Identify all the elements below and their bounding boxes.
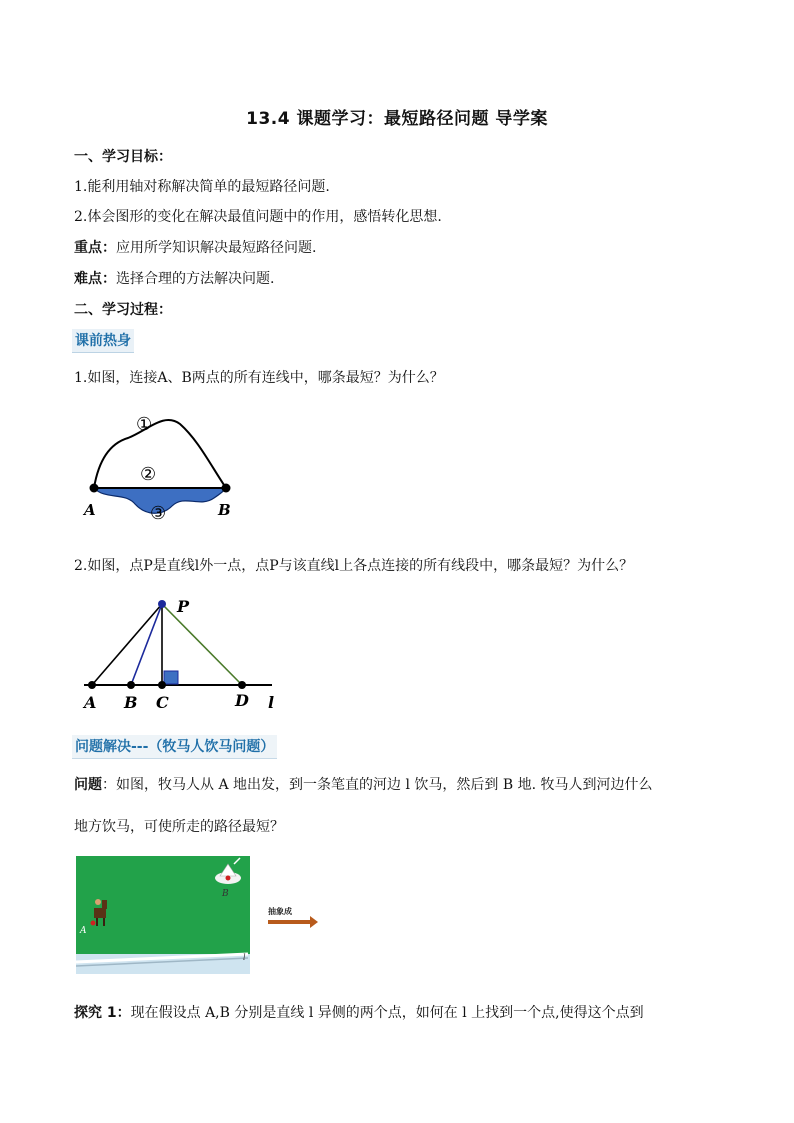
label-b3: B <box>222 889 229 899</box>
question-1: 1.如图，连接A、B两点的所有连线中，哪条最短？为什么？ <box>74 370 444 386</box>
section-heading-process: 二、学习过程： <box>74 302 172 318</box>
point-p <box>158 600 166 608</box>
explore-text: 现在假设点 A,B 分别是直线 l 异侧的两个点，如何在 l 上找到一个点,使得这个点到 <box>130 1005 644 1021</box>
key-point-label: 重点： <box>74 240 116 256</box>
key-point-text: 应用所学知识解决最短路径问题. <box>116 240 317 256</box>
label-a2: A <box>84 693 97 712</box>
horse-start-dot <box>91 921 96 926</box>
difficulty-point <box>74 268 274 288</box>
problem-line-1 <box>74 774 652 794</box>
arrow-icon <box>268 916 318 928</box>
label-c: C <box>156 693 169 712</box>
difficulty-text: 选择合理的方法解决问题. <box>116 271 275 287</box>
segment-pa <box>92 604 162 685</box>
label-path-1: ① <box>136 414 153 435</box>
label-d: D <box>235 691 249 710</box>
point-d <box>238 681 246 689</box>
point-b <box>222 484 231 493</box>
label-a: A <box>84 501 96 519</box>
label-path-2: ② <box>140 464 157 485</box>
label-l: l <box>268 693 275 712</box>
warmup-tag: 课前热身 <box>72 329 134 353</box>
problem-text-1: ：如图，牧马人从 A 地出发，到一条笔直的河边 l 饮马，然后到 B 地. 牧马人到河边什么 <box>102 777 653 793</box>
path-1-curve <box>94 420 226 488</box>
problem-tag: 问题解决---（牧马人饮马问题） <box>72 735 277 759</box>
label-l3: l <box>243 953 246 962</box>
figure-horse-drinking <box>76 856 326 978</box>
goal-item-2: 2.体会图形的变化在解决最值问题中的作用，感悟转化思想. <box>74 209 442 225</box>
point-a2 <box>88 681 96 689</box>
key-point <box>74 237 316 257</box>
explore-1 <box>74 1002 644 1022</box>
section-heading-goals: 一、学习目标： <box>74 149 172 165</box>
figure-perpendicular <box>80 592 280 712</box>
difficulty-label: 难点： <box>74 271 116 287</box>
point-c <box>158 681 166 689</box>
right-angle-mark <box>164 671 178 684</box>
arrow-label: 抽象成 <box>268 906 292 916</box>
problem-line-2: 地方饮马，可使所走的路径最短？ <box>74 819 284 835</box>
segment-pb <box>131 604 162 685</box>
problem-label: 问题 <box>74 777 102 793</box>
goal-item-1: 1.能利用轴对称解决简单的最短路径问题. <box>74 179 330 195</box>
explore-label: 探究 1： <box>74 1005 131 1021</box>
label-path-3: ③ <box>150 503 167 524</box>
page-title: 13.4 课题学习：最短路径问题 导学案 <box>246 109 548 129</box>
point-a <box>90 484 99 493</box>
point-b2 <box>127 681 135 689</box>
label-p: P <box>177 597 190 616</box>
label-a3: A <box>80 926 87 936</box>
question-2: 2.如图，点P是直线l外一点，点P与该直线l上各点连接的所有线段中，哪条最短？为什么？ <box>74 558 634 574</box>
label-b2: B <box>124 693 138 712</box>
figure-paths-ab <box>80 408 250 524</box>
label-b: B <box>218 501 231 519</box>
